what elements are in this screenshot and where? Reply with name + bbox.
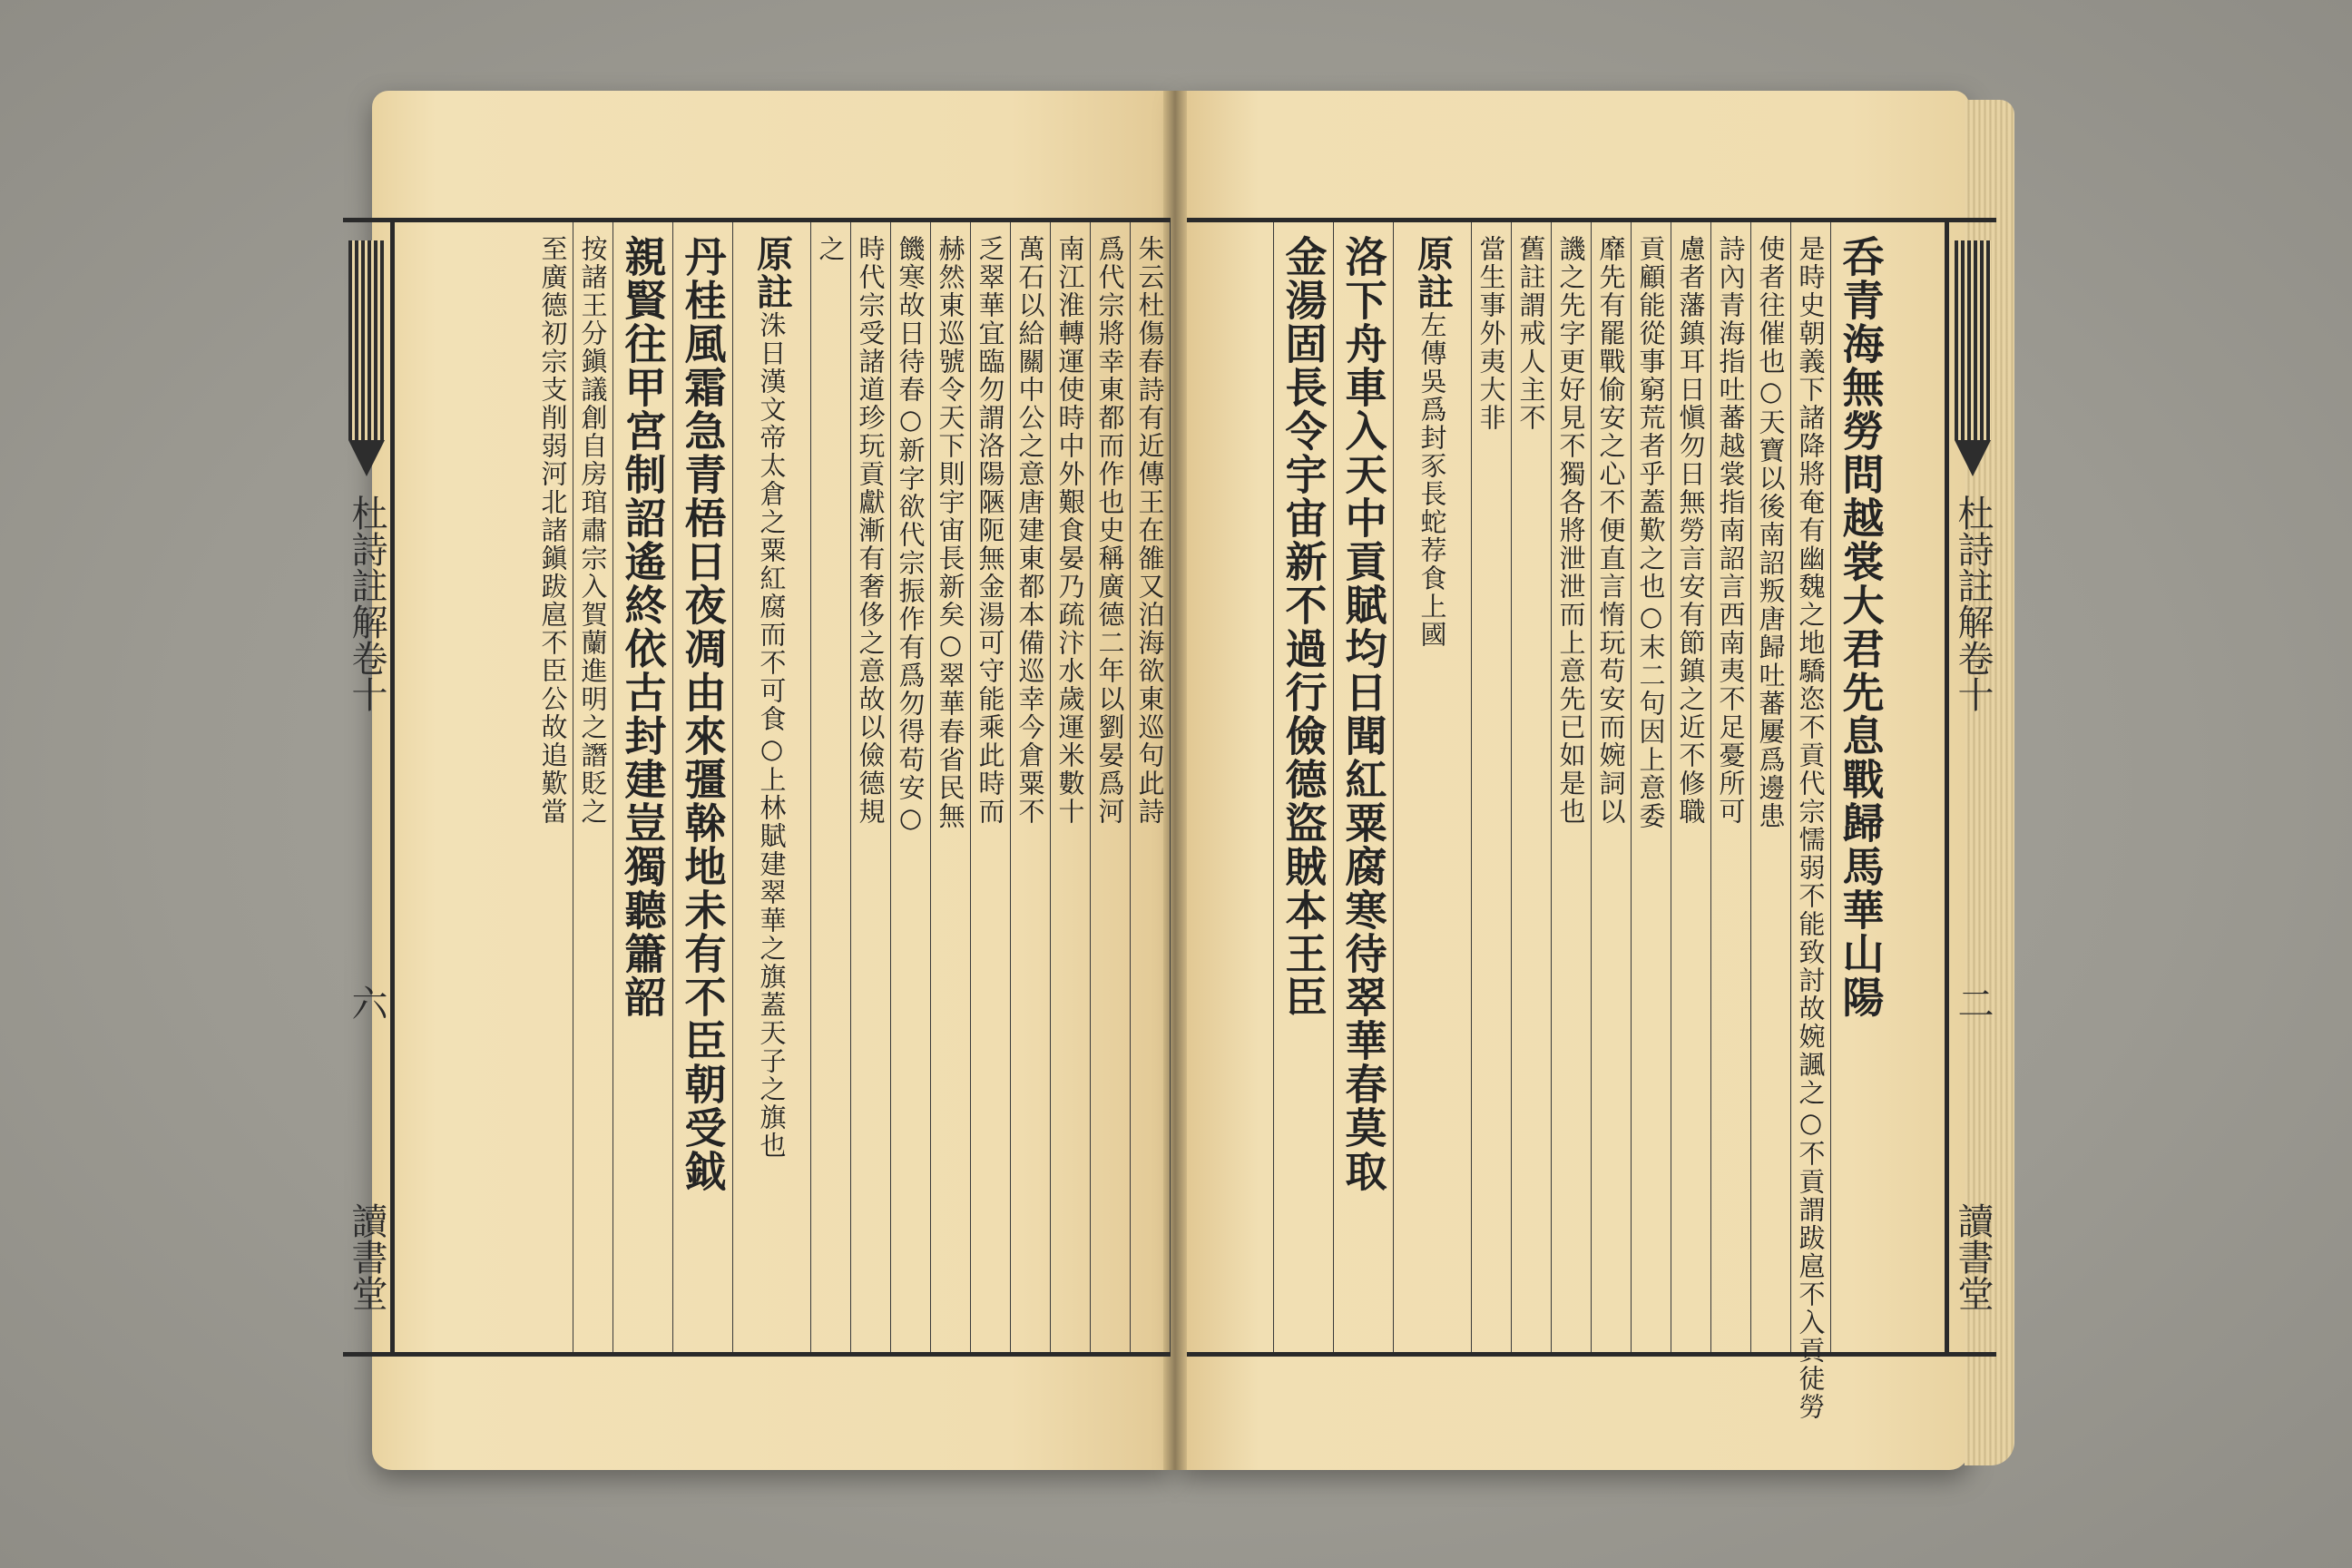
annotation-text bbox=[749, 235, 796, 1160]
left-page-column bbox=[1091, 222, 1131, 1352]
left-page-column bbox=[811, 222, 851, 1352]
left-margin-title: 杜詩註解卷十 bbox=[346, 495, 387, 712]
right-page-column bbox=[1750, 222, 1790, 1352]
poem-line: 呑青海無勞問越裳大君先息戰歸馬華山陽 bbox=[1836, 235, 1886, 1019]
right-text-frame bbox=[1187, 218, 1949, 1421]
left-page-column bbox=[971, 222, 1011, 1352]
poem-line: 丹桂風霜急青梧日夜凋由來彊榦地未有不臣朝受鉞 bbox=[678, 235, 728, 1193]
commentary-line: 爲代宗將幸東都而作也史稱廣德二年以劉晏爲河 bbox=[1094, 235, 1126, 826]
left-text-frame bbox=[390, 218, 1171, 1357]
left-page-column bbox=[1051, 222, 1091, 1352]
commentary-line: 赫然東巡號令天下則宇宙長新矣○翠華春省民無 bbox=[935, 235, 966, 830]
right-columns bbox=[1187, 222, 1890, 1421]
right-page-column bbox=[1790, 222, 1830, 1421]
commentary-line: 乏翠華宜臨勿謂洛陽陿阨無金湯可守能乘此時而 bbox=[975, 235, 1006, 826]
commentary-line: 詩內青海指吐蕃越裳指南詔言西南夷不足憂所可 bbox=[1715, 235, 1747, 826]
left-columns bbox=[395, 222, 1171, 1352]
left-page-column bbox=[1011, 222, 1051, 1352]
commentary-line: 靡先有罷戰偷安之心不便直言惰玩苟安而婉詞以 bbox=[1595, 235, 1627, 826]
commentary-line: 萬石以給關中公之意唐建東都本備巡幸今倉粟不 bbox=[1014, 235, 1046, 826]
left-page-column bbox=[1131, 222, 1171, 1352]
right-page-column bbox=[1710, 222, 1750, 1352]
left-page-column bbox=[613, 222, 673, 1352]
commentary-line: 當生事外夷大非 bbox=[1475, 235, 1507, 432]
left-page-column bbox=[534, 222, 573, 1352]
left-page-column bbox=[891, 222, 931, 1352]
left-margin-column bbox=[343, 218, 390, 1357]
poem-line: 親賢往甲宮制詔遙終依古封建豈獨聽簫韶 bbox=[618, 235, 668, 1019]
fish-tail-icon bbox=[348, 440, 385, 476]
fish-tail-ornament bbox=[348, 240, 385, 440]
right-page-column bbox=[1671, 222, 1710, 1352]
right-page-column bbox=[1830, 222, 1890, 1352]
original-note-label: 原註 bbox=[1411, 235, 1455, 311]
right-studio-name: 讀書堂 bbox=[1952, 1202, 1994, 1311]
left-page-column bbox=[733, 222, 811, 1352]
right-page-column bbox=[1511, 222, 1551, 1352]
commentary-line: 是時史朝義下諸降將奄有幽魏之地驕恣不貢代宗懦弱不能致討故婉諷之○不貢謂跋扈不入貢徒勞 bbox=[1795, 235, 1827, 1421]
right-page-column bbox=[1273, 222, 1333, 1352]
right-page-column bbox=[1591, 222, 1631, 1352]
poem-line: 金湯固長令宇宙新不過行儉德盜賊本王臣 bbox=[1279, 235, 1328, 1019]
commentary-line: 朱云杜傷春詩有近傳王在雒又泊海欲東巡句此詩 bbox=[1134, 235, 1166, 826]
commentary-line: 之 bbox=[815, 235, 847, 263]
right-page-column bbox=[1333, 222, 1393, 1352]
original-note-text: 左傳吳爲封豕長蛇荐食上國 bbox=[1416, 311, 1448, 649]
left-page-column bbox=[851, 222, 891, 1352]
commentary-line: 至廣德初宗支削弱河北諸鎭跋扈不臣公故追歎當 bbox=[537, 235, 569, 826]
left-page-column bbox=[673, 222, 733, 1352]
commentary-line: 舊註謂戒人主不 bbox=[1515, 235, 1547, 432]
right-margin-column bbox=[1949, 218, 1996, 1357]
fish-tail-ornament bbox=[1955, 240, 1991, 440]
original-note-label: 原註 bbox=[750, 235, 794, 311]
annotation-text bbox=[1409, 235, 1456, 649]
right-page-column bbox=[1631, 222, 1671, 1352]
original-note-text: 洙日漢文帝太倉之粟紅腐而不可食○上林賦建翠華之旗蓋天子之旗也 bbox=[756, 311, 788, 1160]
commentary-line: 使者往催也○天寶以後南詔叛唐歸吐蕃屢爲邊患 bbox=[1755, 235, 1787, 830]
left-studio-name: 讀書堂 bbox=[346, 1202, 387, 1311]
right-page-column bbox=[1471, 222, 1511, 1352]
commentary-line: 譏之先字更好見不獨各將泄泄而上意先已如是也 bbox=[1555, 235, 1587, 826]
commentary-line: 南江淮轉運使時中外艱食晏乃疏汴水歲運米數十 bbox=[1054, 235, 1086, 826]
commentary-line: 按諸王分鎭議創自房琯肅宗入賀蘭進明之譖貶之 bbox=[577, 235, 609, 826]
left-page-column bbox=[573, 222, 613, 1352]
commentary-line: 時代宗受諸道珍玩貢獻漸有奢侈之意故以儉德規 bbox=[855, 235, 887, 826]
right-page-column bbox=[1393, 222, 1471, 1352]
left-page-column bbox=[931, 222, 971, 1352]
commentary-line: 慮者藩鎮耳日愼勿日無勞言安有節鎮之近不修職 bbox=[1675, 235, 1707, 826]
commentary-line: 貢顧能從事窮荒者乎蓋歎之也○末二句因上意委 bbox=[1635, 235, 1667, 830]
commentary-line: 饑寒故日待春○新字欲代宗振作有爲勿得苟安○ bbox=[895, 235, 926, 835]
right-page-number: 二 bbox=[1952, 985, 1994, 1021]
right-page-column bbox=[1551, 222, 1591, 1352]
poem-line: 洛下舟車入天中貢賦均日聞紅粟腐寒待翠華春莫取 bbox=[1338, 235, 1388, 1193]
left-page-number: 六 bbox=[346, 985, 387, 1021]
fish-tail-icon bbox=[1955, 440, 1991, 476]
right-margin-title: 杜詩註解卷十 bbox=[1952, 495, 1994, 712]
